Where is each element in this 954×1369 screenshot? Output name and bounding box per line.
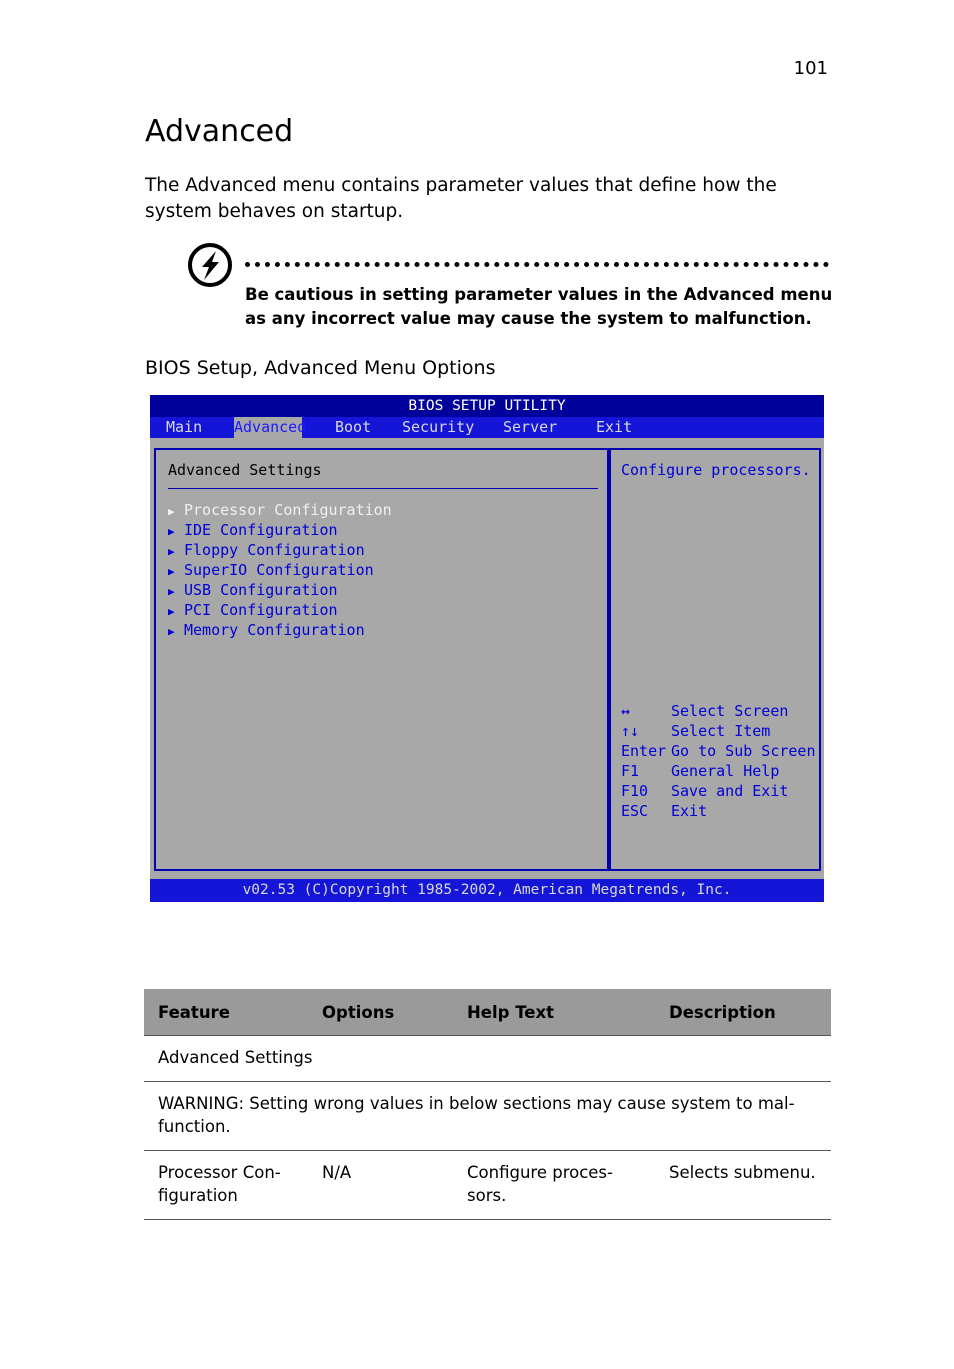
submenu-arrow-icon: ▶ bbox=[168, 525, 175, 538]
submenu-arrow-icon: ▶ bbox=[168, 605, 175, 618]
bios-help-text: Configure processors. bbox=[621, 461, 811, 479]
menu-item-memory-configuration[interactable] bbox=[168, 620, 392, 640]
table-row bbox=[144, 1082, 831, 1151]
key-legend-row bbox=[621, 781, 816, 801]
left-right-arrow-icon: ↔ bbox=[621, 702, 631, 720]
cell-description: Selects submenu. bbox=[655, 1151, 831, 1220]
bios-heading-divider bbox=[168, 488, 598, 489]
menu-item-floppy-configuration[interactable] bbox=[168, 540, 392, 560]
feature-table bbox=[144, 989, 831, 1220]
submenu-arrow-icon: ▶ bbox=[168, 625, 175, 638]
key-action: Exit bbox=[671, 802, 708, 820]
header-feature: Feature bbox=[144, 989, 308, 1036]
key-legend-row bbox=[621, 701, 816, 721]
bios-copyright-bar: v02.53 (C)Copyright 1985-2002, American Megatrends, Inc. bbox=[150, 879, 824, 902]
submenu-arrow-icon: ▶ bbox=[168, 505, 175, 518]
table-row bbox=[144, 1151, 831, 1220]
menu-item-usb-configuration[interactable] bbox=[168, 580, 392, 600]
key-action: Save and Exit bbox=[671, 782, 789, 800]
menu-item-superio-configuration[interactable] bbox=[168, 560, 392, 580]
row-warning: WARNING: Setting wrong values in below sections may cause system to mal-function. bbox=[144, 1082, 831, 1151]
bios-panel-heading: Advanced Settings bbox=[168, 461, 322, 479]
intro-paragraph: The Advanced menu contains parameter values that define how the system behaves on startup. bbox=[145, 175, 777, 222]
bios-key-legend bbox=[621, 701, 816, 821]
cell-help-text: Configure proces-sors. bbox=[453, 1151, 655, 1220]
menu-item-label: PCI Configuration bbox=[184, 601, 338, 619]
key-name: ESC bbox=[621, 802, 649, 820]
menu-item-label: USB Configuration bbox=[184, 581, 338, 599]
key-action: Select Screen bbox=[671, 702, 789, 720]
menu-item-label: SuperIO Configuration bbox=[184, 561, 374, 579]
bios-screen bbox=[150, 395, 824, 902]
key-legend-row bbox=[621, 801, 816, 821]
up-down-arrow-icon: ↑↓ bbox=[621, 722, 640, 740]
cell-options: N/A bbox=[308, 1151, 453, 1220]
caution-divider bbox=[245, 262, 829, 267]
menu-item-label: IDE Configuration bbox=[184, 521, 338, 539]
bios-settings-panel bbox=[154, 448, 607, 871]
page-number: 101 bbox=[793, 58, 828, 79]
header-options: Options bbox=[308, 989, 453, 1036]
menu-item-label: Memory Configuration bbox=[184, 621, 365, 639]
table-header-row bbox=[144, 989, 831, 1036]
menu-item-pci-configuration[interactable] bbox=[168, 600, 392, 620]
caution-text: Be cautious in setting parameter values in the Advanced menu as any incorrect value may cause the system to malfunction. bbox=[245, 285, 833, 328]
bios-tab-bar bbox=[150, 417, 824, 438]
row-advanced-settings: Advanced Settings bbox=[144, 1036, 831, 1082]
bios-help-panel bbox=[609, 448, 821, 871]
tab-server[interactable]: Server bbox=[503, 418, 558, 436]
tab-advanced[interactable]: Advanced bbox=[234, 418, 307, 436]
table-row bbox=[144, 1036, 831, 1082]
submenu-arrow-icon: ▶ bbox=[168, 545, 175, 558]
key-name: Enter bbox=[621, 742, 667, 760]
cell-feature: Processor Con-figuration bbox=[144, 1151, 308, 1220]
header-description: Description bbox=[655, 989, 831, 1036]
tab-exit[interactable]: Exit bbox=[596, 418, 633, 436]
menu-item-label: Processor Configuration bbox=[184, 501, 392, 519]
key-action: General Help bbox=[671, 762, 780, 780]
tab-security[interactable]: Security bbox=[402, 418, 475, 436]
bios-title-bar: BIOS SETUP UTILITY bbox=[150, 395, 824, 417]
tab-main[interactable]: Main bbox=[166, 418, 203, 436]
caution-lightning-icon bbox=[187, 242, 233, 288]
submenu-arrow-icon: ▶ bbox=[168, 565, 175, 578]
section-title: Advanced bbox=[145, 114, 294, 149]
submenu-arrow-icon: ▶ bbox=[168, 585, 175, 598]
key-name: F10 bbox=[621, 782, 649, 800]
key-action: Select Item bbox=[671, 722, 771, 740]
key-legend-row bbox=[621, 721, 816, 741]
key-action: Go to Sub Screen bbox=[671, 742, 816, 760]
key-legend-row bbox=[621, 761, 816, 781]
tab-boot[interactable]: Boot bbox=[335, 418, 372, 436]
header-help-text: Help Text bbox=[453, 989, 655, 1036]
bios-submenu-list bbox=[168, 500, 392, 640]
menu-item-processor-configuration[interactable] bbox=[168, 500, 392, 520]
key-name: F1 bbox=[621, 762, 640, 780]
menu-item-ide-configuration[interactable] bbox=[168, 520, 392, 540]
key-legend-row bbox=[621, 741, 816, 761]
figure-caption: BIOS Setup, Advanced Menu Options bbox=[145, 357, 496, 379]
menu-item-label: Floppy Configuration bbox=[184, 541, 365, 559]
